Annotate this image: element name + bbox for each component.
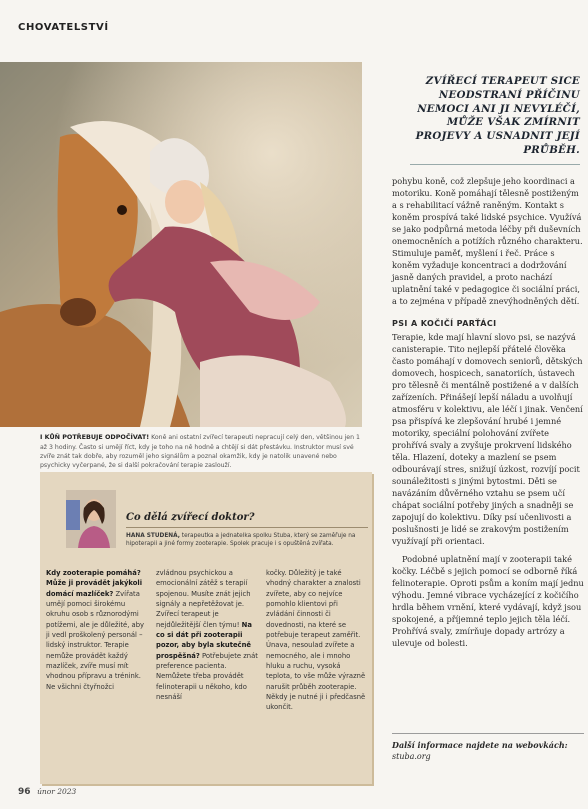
answer: kočky. Důležitý je také vhodný charakter a znalosti zvířete, aby co nejvíce pomohlo klientovi při zvládání činnosti či dovednosti, na které se potřebuje terapeut zaměřit. Únava, nesoulad zvířete a nemocného, ale i mnoho hluku a ruchu, vysoká teplota, to vše může výrazně narušit průběh zooterapie. Někdy je nutné ji i předčasně ukončit. <box>266 569 366 712</box>
answer: Zvířata umějí pomoci širokému okruhu osob s různorodými potížemi, ale je důležité, aby ji vedl proškolený personál – lidský instruktor. Terapie nemůže provádět každý mazlíček, zvíře musí mít vhodnou přípravu a trénink. Ne všichni čtyřnožci <box>46 589 145 691</box>
girl-hugging-pony-image <box>0 62 362 427</box>
issue-date: únor 2023 <box>37 787 77 796</box>
more-info-note <box>392 733 584 762</box>
interview-column-2 <box>156 568 258 713</box>
page-number: 96 <box>18 787 31 797</box>
caption-text: Koně ani ostatní zvířecí terapeuti nepracují celý den, většinou jen 1 až 3 hodiny. Často si umějí říct, kdy je toho na ně hodně a chtějí si dát přestávku. Instruktor musí své zvíře znát tak dobře, aby rozuměl jeho signálům a poznal okamžik, kdy je natolik unavené nebo psychicky vyčerpané, že si další pokračování terapie zaslouží. <box>40 434 360 470</box>
interviewee-portrait <box>66 490 116 548</box>
answer: Potřebujete znát preference pacienta. Nemůžete třeba provádět felinoterapii u někoho, kdo nesnáší <box>156 651 258 701</box>
question: Na co si dát při zooterapii pozor, aby byla skutečně prospěšná? <box>156 620 252 660</box>
section-label: CHOVATELSTVÍ <box>18 22 109 33</box>
bio-name: HANA STUDENÁ, <box>126 533 180 539</box>
box-title-rule <box>126 527 368 528</box>
interviewee-bio <box>126 532 366 549</box>
box-title: Co dělá zvířecí doktor? <box>126 512 255 523</box>
article-right-column <box>392 176 584 656</box>
portrait-image <box>66 490 116 548</box>
more-info-link[interactable]: stuba.org <box>392 752 431 762</box>
paragraph: Terapie, kde mají hlavní slovo psi, se nazývá canisterapie. Tito nejlepší přátelé člověka často pomáhají v domovech seniorů, dětských domovech, hospicech, sanatoriích, ústavech pro tělesně či mentálně postižené a v dalších zařízeních. Přinášejí lepší náladu a uvolňují atmosféru v kolektivu, ale léčí i jinak. Venčení psa přispívá ke zlepšování hrubé i jemné motoriky, speciální polohování zvířete prohřívá svaly a zvyšuje prokrvení lidského těla. Hlazení, doteky a mazlení se psem odbourávají stres, snižují úzkost, rozvíjí pocit sounáležitosti s jinými bytostmi. Děti se navázáním důvěrného vztahu se psem učí chápat sociální potřeby jiných a snadněji se zapojují do kolektivu. Díky psí učenlivosti a poslušnosti je lidé se zrakovým postižením využívají při orientaci. <box>392 332 583 546</box>
interview-column-1 <box>46 568 148 713</box>
photo-caption <box>40 433 360 471</box>
pull-quote <box>390 75 580 165</box>
hero-photo <box>0 62 362 427</box>
interview-box <box>40 472 372 784</box>
question: Kdy zooterapie pomáhá? Může ji provádět jakýkoli domácí mazlíček? <box>46 569 143 598</box>
interview-column-3 <box>266 568 368 713</box>
more-info-lead: Další informace najdete na webovkách: <box>392 740 568 750</box>
pull-quote-text: ZVÍŘECÍ TERAPEUT SICE NEODSTRANÍ PŘÍČINU NEMOCI ANI JI NEVYLÉČÍ, MŮŽE VŠAK ZMÍRNIT PROJEVY A USNADNIT JEJÍ PRŮBĚH. <box>415 75 580 156</box>
paragraph: pohybu koně, což zlepšuje jeho koordinaci a motoriku. Koně pomáhají tělesně postiženým a s rehabilitací vážně raněným. Kontakt s koněm prospívá také lidské psychice. Využívá se jako podpůrná metoda léčby při duševních onemocněních a potížích různého charakteru. Stimuluje paměť, myšlení i řeč. Práce s koněm vyžaduje koncentraci a dodržování jasně daných pravidel, a proto nachází uplatnění také v pedagogice či sociální práci, a to zejména v případě znevýhodněných dětí. <box>392 176 583 306</box>
paragraph: Podobné uplatnění mají v zooterapii také kočky. Léčbě s jejich pomocí se odborně říká felinoterapie. Oproti psům a koním mají jednu výhodu. Jemné vibrace vycházející z kočičího hrdla během vrnění, které vydávají, když jsou spokojené, a příjemné teplo jejich těla léčí. Prohřívá svaly, zmírňuje dopady artrózy a ulevuje od bolesti. <box>392 553 584 648</box>
interview-columns <box>46 568 368 713</box>
answer: zvládnou psychickou a emocionální zátěž s terapií spojenou. Musíte znát jejich signály a nepřetěžovat je. Zvířecí terapeut je nejdůležitější člen týmu! <box>156 569 251 629</box>
subheading: PSI A KOČIČÍ PARŤÁCI <box>392 318 497 328</box>
caption-lead: I KŮŇ POTŘEBUJE ODPOČÍVAT! <box>40 433 150 441</box>
bio-text: terapeutka a jednatelka spolku Stuba, který se zaměřuje na hipoterapii a jiné formy zooterapie. Spolek pracuje i s opuštěná zvířata. <box>126 533 356 548</box>
pull-quote-rule <box>410 164 580 165</box>
page-folio <box>18 787 76 797</box>
